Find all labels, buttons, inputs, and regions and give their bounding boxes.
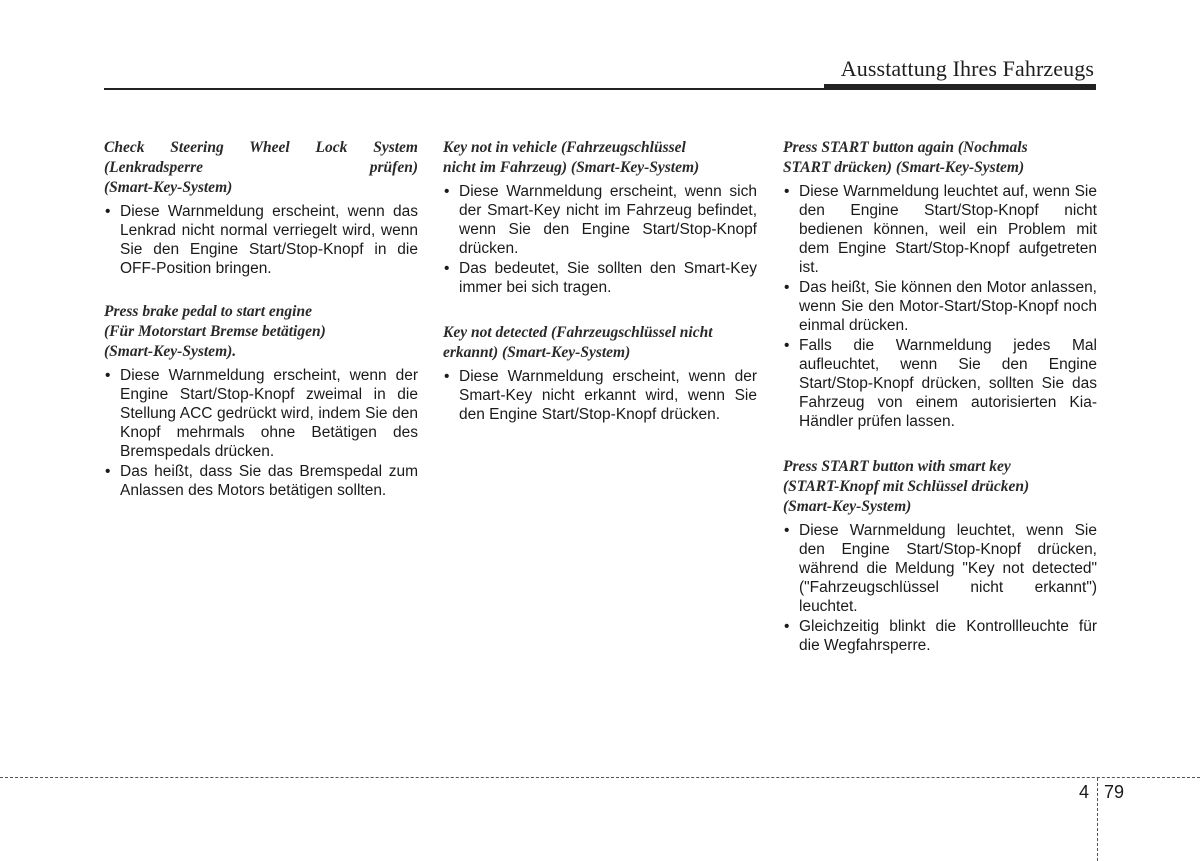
list-item <box>783 521 1097 616</box>
heading-line: Check Steering Wheel Lock System <box>104 139 418 156</box>
list-item-text: Das bedeutet, Sie sollten den Smart-Key immer bei sich tragen. <box>459 260 757 296</box>
section-steering-lock <box>104 138 418 278</box>
heading-line: (Smart-Key-System) <box>783 498 912 515</box>
heading-line: START drücken) (Smart-Key-System) <box>783 159 1025 176</box>
section-heading <box>783 138 1097 178</box>
bullet-icon: • <box>444 368 450 385</box>
bullet-icon: • <box>784 618 790 635</box>
section-heading <box>104 138 418 198</box>
heading-line: Press START button with smart key <box>783 458 1011 475</box>
list-item <box>783 336 1097 431</box>
bullet-icon: • <box>784 183 790 200</box>
bullet-icon: • <box>105 367 111 384</box>
bullet-list <box>104 202 418 278</box>
section-press-start-smart-key <box>783 457 1097 655</box>
section-heading <box>104 302 418 362</box>
section-heading <box>443 138 757 178</box>
list-item-text: Diese Warnmeldung erscheint, wenn sich der Smart-Key nicht im Fahrzeug befindet, wenn Sie den Engine Start/Stop-Knopf drücken. <box>459 183 757 257</box>
list-item-text: Diese Warnmeldung erscheint, wenn das Lenkrad nicht normal verriegelt wird, wenn Sie den Engine Start/Stop-Knopf in die OFF-Position bringen. <box>120 203 418 277</box>
section-press-start-again <box>783 138 1097 431</box>
bullet-icon: • <box>444 260 450 277</box>
heading-line: nicht im Fahrzeug) (Smart-Key-System) <box>443 159 700 176</box>
list-item <box>443 367 757 424</box>
footer-dashed-divider <box>1097 778 1098 861</box>
list-item <box>783 617 1097 655</box>
heading-line: (Lenkradsperre prüfen) <box>104 159 418 176</box>
section-key-not-in-vehicle <box>443 138 757 297</box>
list-item-text: Das heißt, Sie können den Motor anlassen, wenn Sie den Motor-Start/Stop-Knopf noch einmal drücken. <box>799 279 1097 334</box>
header-rule <box>104 88 1096 90</box>
list-item <box>443 182 757 258</box>
text-column-1 <box>104 138 418 518</box>
section-heading <box>443 323 757 363</box>
bullet-list <box>783 521 1097 655</box>
list-item-text: Diese Warnmeldung erscheint, wenn der Engine Start/Stop-Knopf zweimal in die Stellung ACC gedrückt wird, indem Sie den Knopf mehrmals ohne Betätigen des Bremspedals drücken. <box>120 367 418 460</box>
list-item <box>443 259 757 297</box>
heading-line: erkannt) (Smart-Key-System) <box>443 344 631 361</box>
text-column-2 <box>443 138 757 442</box>
list-item-text: Diese Warnmeldung leuchtet auf, wenn Sie den Engine Start/Stop-Knopf nicht bedienen können, weil ein Problem mit dem Engine Start/Stop-Knopf aufgetreten ist. <box>799 183 1097 276</box>
list-item-text: Gleichzeitig blinkt die Kontrollleuchte für die Wegfahrsperre. <box>799 618 1097 654</box>
list-item <box>104 202 418 278</box>
list-item-text: Diese Warnmeldung erscheint, wenn der Smart-Key nicht erkannt wird, wenn Sie den Engine Start/Stop-Knopf drücken. <box>459 368 757 423</box>
heading-line: (Für Motorstart Bremse betätigen) <box>104 323 326 340</box>
list-item <box>783 182 1097 277</box>
footer-dashed-rule <box>0 777 1200 778</box>
list-item <box>104 462 418 500</box>
heading-line: Key not detected (Fahrzeugschlüssel nicht <box>443 324 713 341</box>
bullet-list <box>104 366 418 500</box>
bullet-icon: • <box>784 337 790 354</box>
section-heading <box>783 457 1097 517</box>
heading-line: (Smart-Key-System). <box>104 343 237 360</box>
section-key-not-detected <box>443 323 757 424</box>
bullet-list <box>783 182 1097 431</box>
chapter-number: 4 <box>1079 782 1090 802</box>
bullet-list <box>443 182 757 297</box>
bullet-icon: • <box>784 279 790 296</box>
list-item-text: Diese Warnmeldung leuchtet, wenn Sie den Engine Start/Stop-Knopf drücken, während die Meldung "Key not detected" ("Fahrzeugschlüssel nicht erkannt") leuchtet. <box>799 522 1097 615</box>
bullet-icon: • <box>444 183 450 200</box>
heading-line: (Smart-Key-System) <box>104 179 233 196</box>
bullet-icon: • <box>105 203 111 220</box>
bullet-icon: • <box>105 463 111 480</box>
text-column-3 <box>783 138 1097 673</box>
heading-line: Press START button again (Nochmals <box>783 139 1028 156</box>
bullet-icon: • <box>784 522 790 539</box>
page-number: 79 <box>1104 782 1125 802</box>
chapter-title: Ausstattung Ihres Fahrzeugs <box>840 56 1094 81</box>
heading-line: Key not in vehicle (Fahrzeugschlüssel <box>443 139 686 156</box>
section-brake-pedal <box>104 302 418 500</box>
bullet-list <box>443 367 757 424</box>
list-item <box>783 278 1097 335</box>
list-item-text: Falls die Warnmeldung jedes Mal aufleuchtet, wenn Sie den Engine Start/Stop-Knopf drücken, sollten Sie das Fahrzeug von einem autorisierten Kia-Händler prüfen lassen. <box>799 337 1097 430</box>
heading-line: Press brake pedal to start engine <box>104 303 312 320</box>
list-item-text: Das heißt, dass Sie das Bremspedal zum Anlassen des Motors betätigen sollten. <box>120 463 418 499</box>
heading-line: (START-Knopf mit Schlüssel drücken) <box>783 478 1030 495</box>
list-item <box>104 366 418 461</box>
